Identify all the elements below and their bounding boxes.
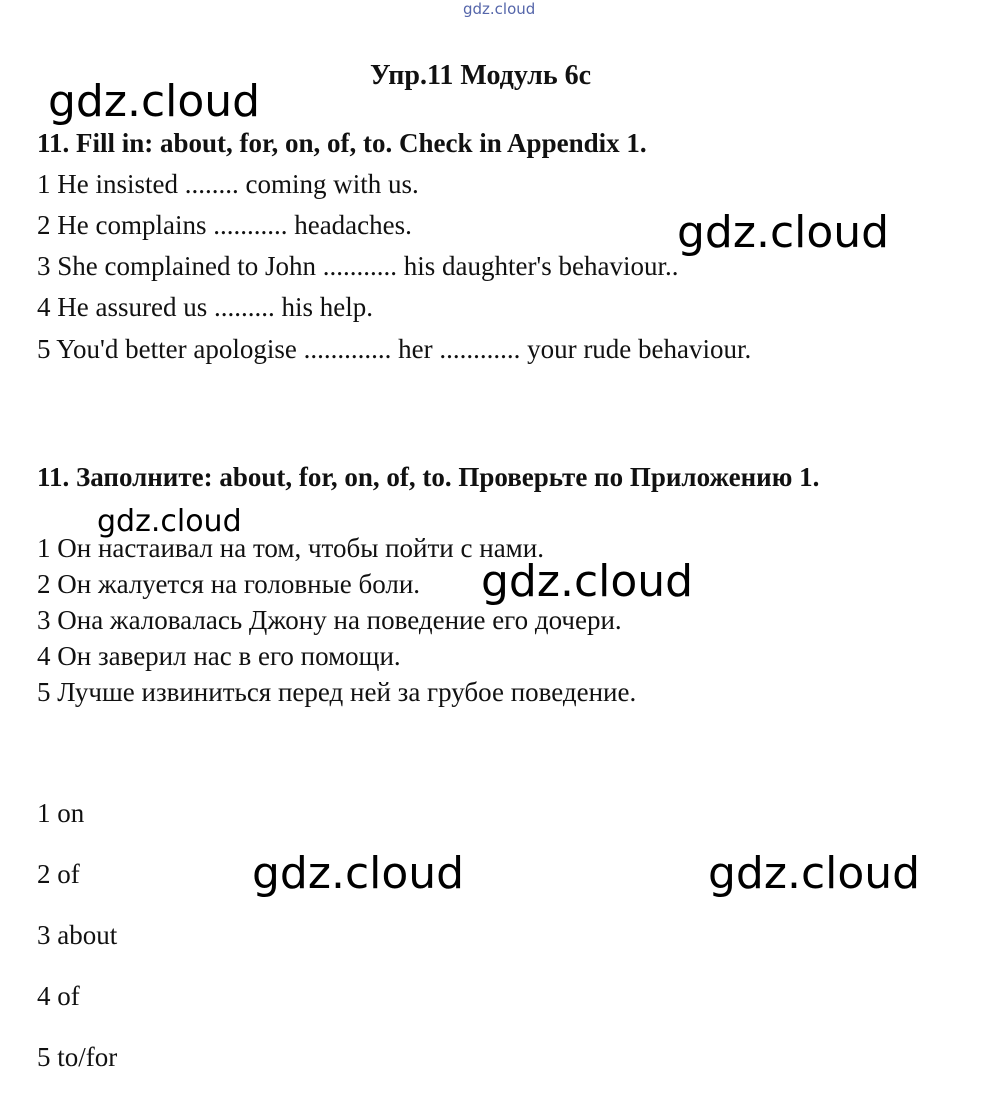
- answer-item: 5 to/for: [37, 1042, 118, 1072]
- answer-item: 2 of: [37, 859, 80, 889]
- watermark: gdz.cloud: [48, 76, 261, 127]
- answer-item: 1 on: [37, 798, 85, 828]
- exercise-item: 1 He insisted ........ coming with us.: [37, 169, 419, 199]
- translation-item: 5 Лучше извиниться перед ней за грубое поведение.: [37, 677, 637, 707]
- watermark: gdz.cloud: [97, 504, 242, 539]
- exercise-item: 2 He complains ........... headaches.: [37, 210, 412, 240]
- watermark: gdz.cloud: [481, 556, 694, 607]
- translation-item: 1 Он настаивал на том, чтобы пойти с нами.: [37, 533, 544, 563]
- page-title: Упр.11 Модуль 6с: [370, 60, 592, 91]
- translation-item: 2 Он жалуется на головные боли.: [37, 569, 421, 599]
- watermark: gdz.cloud: [252, 848, 465, 899]
- translation-item: 4 Он заверил нас в его помощи.: [37, 641, 401, 671]
- answer-item: 3 about: [37, 920, 118, 950]
- watermark-top: gdz.cloud: [463, 0, 536, 18]
- exercise-item: 5 You'd better apologise ............. her ............ your rude behaviour.: [37, 334, 752, 364]
- exercise-heading-english: 11. Fill in: about, for, on, of, to. Check in Appendix 1.: [37, 128, 647, 158]
- exercise-item: 3 She complained to John ........... his daughter's behaviour..: [37, 251, 679, 281]
- exercise-item: 4 He assured us ......... his help.: [37, 292, 373, 322]
- exercise-heading-russian: 11. Заполните: about, for, on, of, to. Проверьте по Приложению 1.: [37, 462, 820, 492]
- translation-item: 3 Она жаловалась Джону на поведение его дочери.: [37, 605, 622, 635]
- answer-item: 4 of: [37, 981, 80, 1011]
- watermark: gdz.cloud: [708, 848, 921, 899]
- watermark: gdz.cloud: [677, 207, 890, 258]
